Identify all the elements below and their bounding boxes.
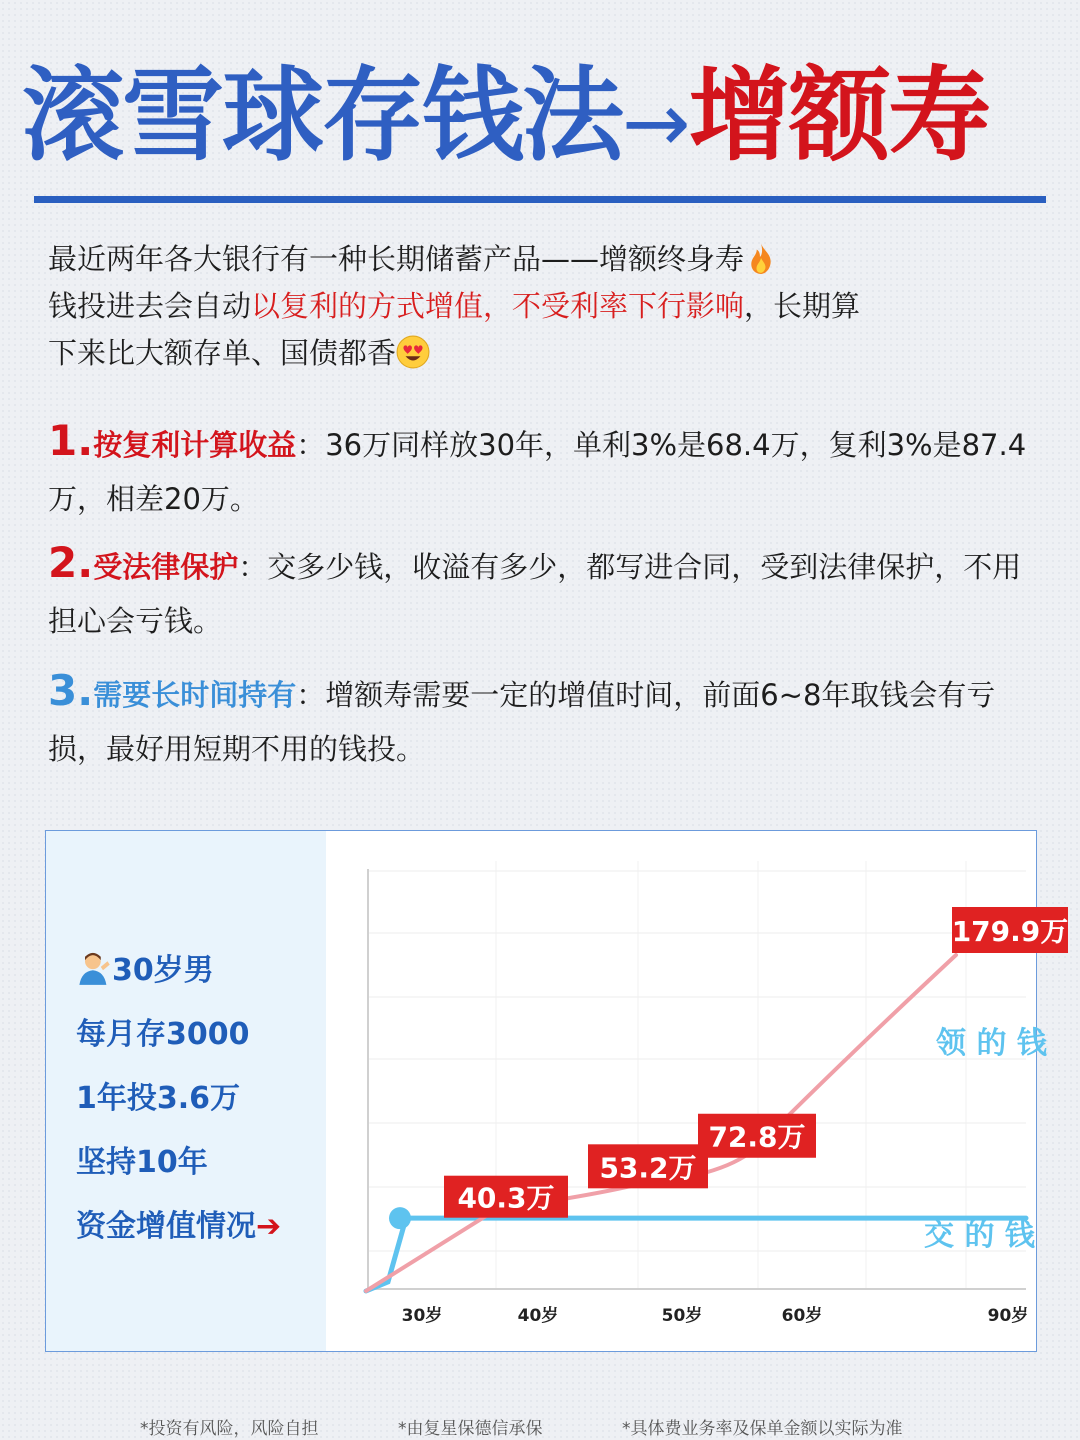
panel-line-duration: 坚持10年 xyxy=(76,1145,208,1180)
intro-paragraph xyxy=(48,236,1038,377)
panel-line-monthly: 每月存3000 xyxy=(76,1017,250,1052)
footer-disclaimer: *具体费业务率及保单金额以实际为准 xyxy=(622,1419,903,1439)
data-label: 40.3万 xyxy=(457,1181,555,1215)
title-underline xyxy=(34,196,1046,203)
heart-eyes-face-icon xyxy=(396,335,430,369)
growth-chart xyxy=(326,831,1069,1351)
title-part2: 增额寿 xyxy=(688,57,989,176)
paid-start-point xyxy=(389,1207,411,1229)
point-2-heading: 受法律保护 xyxy=(93,550,239,584)
footer-underwriter: *由复星保德信承保 xyxy=(398,1419,543,1439)
point-3 xyxy=(48,664,1048,776)
point-3-number: 3. xyxy=(48,666,94,715)
data-label: 179.9万 xyxy=(951,915,1069,948)
point-3-text: 增额寿需要一定的增值时间，前面6~8年取钱会有亏损，最好用短期不用的钱投。 xyxy=(48,678,996,766)
point-1-heading: 按复利计算收益 xyxy=(93,428,297,462)
series-label-paid: 交 的 钱 xyxy=(924,1218,1035,1253)
x-tick-label: 60岁 xyxy=(781,1306,823,1326)
intro-line1: 最近两年各大银行有一种长期储蓄产品——增额终身寿 xyxy=(48,242,745,276)
point-2-number: 2. xyxy=(48,538,94,587)
panel-line-growth xyxy=(76,1201,281,1245)
data-label: 53.2万 xyxy=(599,1151,697,1185)
point-2-text: 交多少钱，收溢有多少，都写进合同，受到法律保护，不用担心会亏钱。 xyxy=(48,550,1022,638)
panel-line-age xyxy=(76,945,214,989)
panel-line-age-text: 30岁男 xyxy=(112,953,214,988)
point-3-heading: 需要长时间持有 xyxy=(93,678,297,712)
growth-panel xyxy=(45,830,1069,1352)
point-1-text: 36万同样放30年，单利3%是68.4万，复利3%是87.4万，相差20万。 xyxy=(48,428,1027,516)
panel-sidebar xyxy=(46,831,326,1351)
point-1 xyxy=(48,414,1048,526)
intro-line2-highlight: 以复利的方式增值，不受利率下行影响 xyxy=(251,289,745,323)
point-2 xyxy=(48,536,1048,648)
footer-risk: *投资有风险，风险自担 xyxy=(140,1419,319,1439)
panel-line-growth-text: 资金增值情况 xyxy=(76,1209,256,1244)
person-icon xyxy=(76,950,112,986)
data-label: 72.8万 xyxy=(708,1120,806,1154)
fire-icon xyxy=(744,241,778,275)
point-1-number: 1. xyxy=(48,416,94,465)
series-label-received: 领 的 钱 xyxy=(936,1026,1047,1061)
arrow-right-icon: ➔ xyxy=(256,1209,282,1244)
title-part1: 滚雪球存钱法 xyxy=(22,57,622,176)
intro-line2-post: ，长期算 xyxy=(744,289,861,323)
x-tick-label: 50岁 xyxy=(661,1306,703,1326)
x-tick-label: 40岁 xyxy=(517,1306,559,1326)
panel-line-yearly: 1年投3.6万 xyxy=(76,1081,241,1116)
point-3-sep: ： xyxy=(296,678,326,712)
intro-line3: 下来比大额存单、国债都香 xyxy=(48,336,397,370)
point-2-sep: ： xyxy=(238,550,268,584)
title-arrow: → xyxy=(622,76,689,171)
point-1-sep: ： xyxy=(296,428,326,462)
page-title xyxy=(22,52,1062,182)
x-tick-label: 30岁 xyxy=(401,1306,443,1326)
x-tick-label: 90岁 xyxy=(987,1306,1029,1326)
intro-line2-pre: 钱投进去会自动 xyxy=(48,289,252,323)
